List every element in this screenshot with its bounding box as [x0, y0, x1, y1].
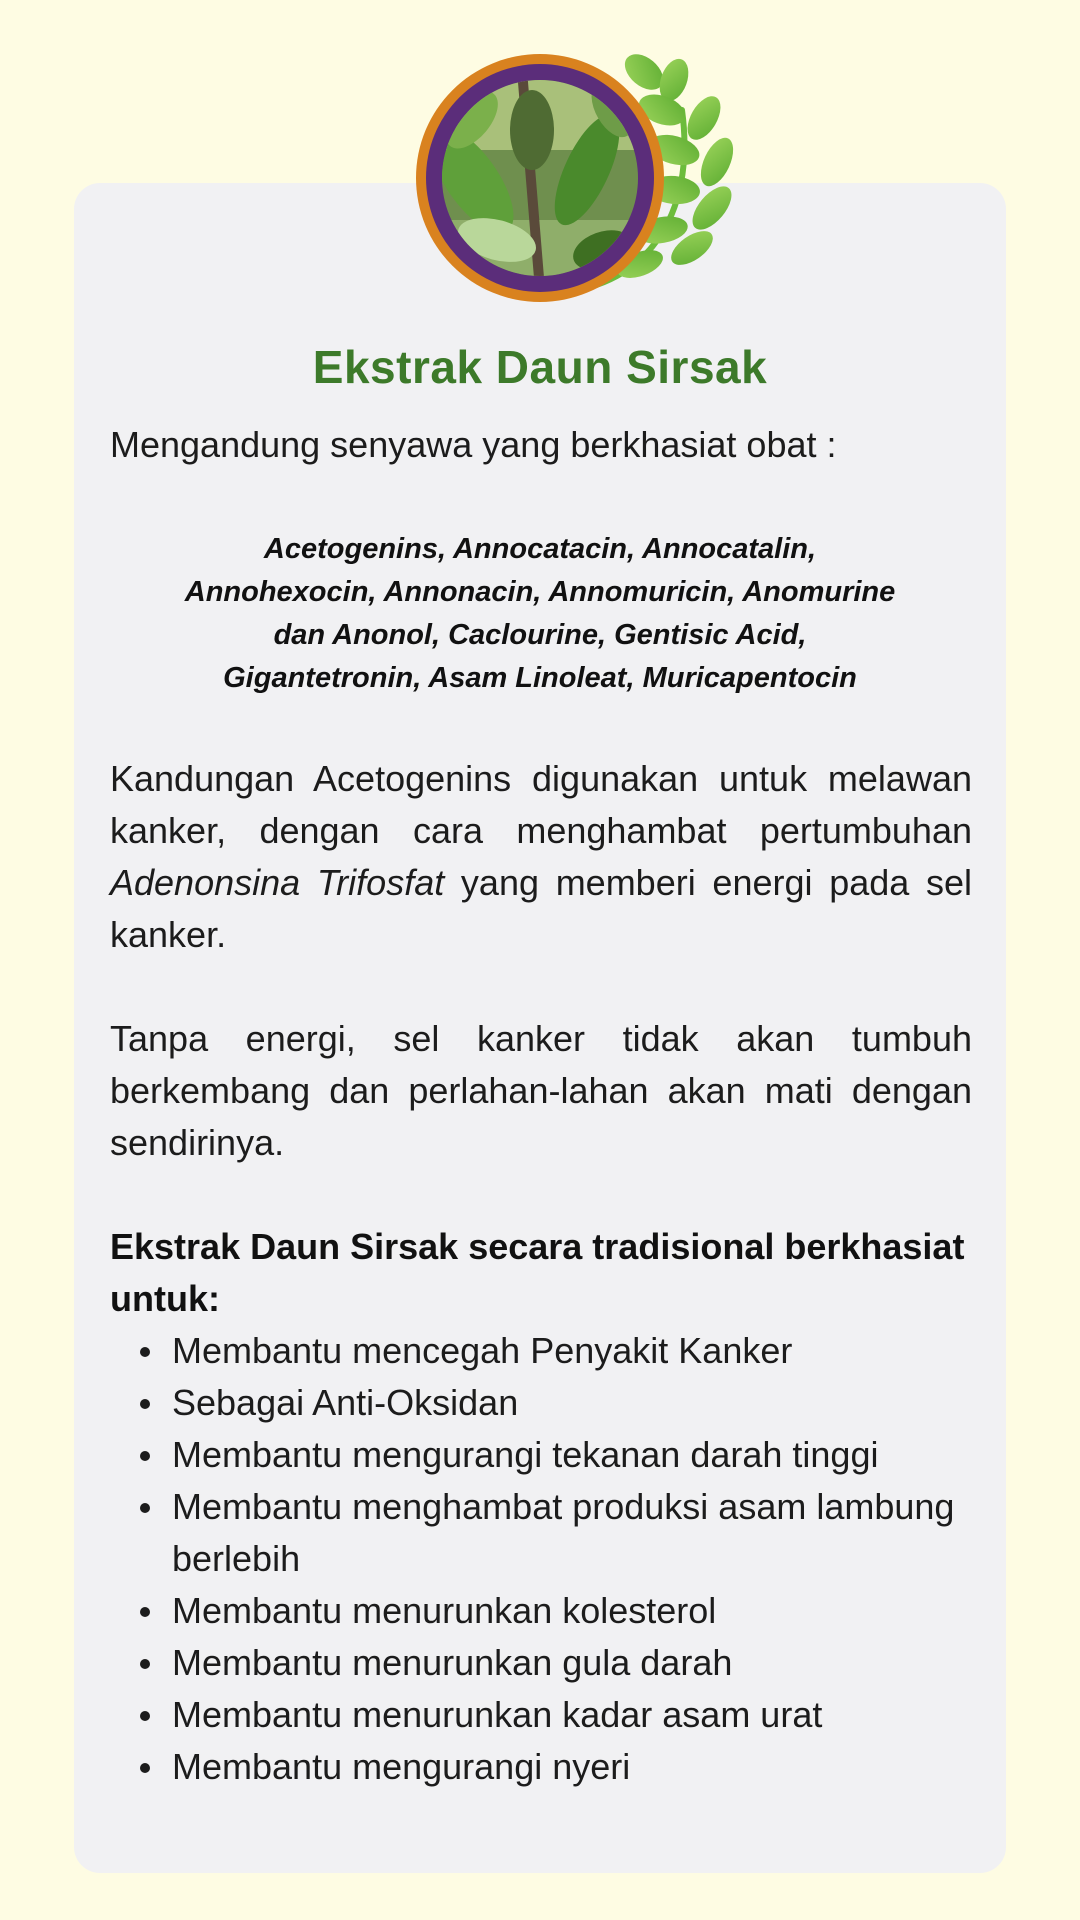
list-item: Membantu menghambat produksi asam lambung berlebih	[110, 1481, 970, 1585]
paragraph-text: yang memberi energi pada sel kanker.	[110, 862, 973, 955]
compound-line: Gigantetronin, Asam Linoleat, Muricapentocin	[223, 662, 857, 694]
benefits-heading: Ekstrak Daun Sirsak secara tradisional berkhasiat untuk:	[110, 1226, 965, 1319]
soursop-leaf-photo-icon	[412, 50, 742, 320]
acetogenins-paragraph	[110, 753, 972, 961]
paragraph-text: Kandungan Acetogenins digunakan untuk melawan kanker, dengan cara menghambat pertumbuhan	[110, 758, 972, 851]
bullet-icon	[140, 1659, 150, 1669]
energy-paragraph: Tanpa energi, sel kanker tidak akan tumbuh berkembang dan perlahan-lahan akan mati dengan sendirinya.	[110, 1018, 972, 1163]
compound-line: Acetogenins, Annocatacin, Annocatalin,	[263, 533, 817, 565]
bullet-icon	[140, 1399, 150, 1409]
intro-text: Mengandung senyawa yang berkhasiat obat :	[110, 424, 837, 465]
leaf-emblem	[412, 50, 742, 320]
bullet-icon	[140, 1503, 150, 1513]
bullet-icon	[140, 1607, 150, 1617]
list-item: Membantu menurunkan kadar asam urat	[110, 1689, 970, 1741]
list-item: Sebagai Anti-Oksidan	[110, 1377, 970, 1429]
bullet-icon	[140, 1451, 150, 1461]
list-item: Membantu mencegah Penyakit Kanker	[110, 1325, 970, 1377]
bullet-icon	[140, 1763, 150, 1773]
list-item: Membantu mengurangi nyeri	[110, 1741, 970, 1793]
compound-line: Annohexocin, Annonacin, Annomuricin, Anomurine	[184, 576, 896, 608]
list-item: Membantu mengurangi tekanan darah tinggi	[110, 1429, 970, 1481]
compound-list	[110, 528, 970, 700]
page-title: Ekstrak Daun Sirsak	[312, 341, 768, 393]
compound-line: dan Anonol, Caclourine, Gentisic Acid,	[273, 619, 807, 651]
bullet-icon	[140, 1347, 150, 1357]
list-item: Membantu menurunkan kolesterol	[110, 1585, 970, 1637]
benefits-list	[110, 1325, 970, 1793]
paragraph-emphasis: Adenonsina Trifosfat	[110, 862, 445, 903]
bullet-icon	[140, 1711, 150, 1721]
list-item: Membantu menurunkan gula darah	[110, 1637, 970, 1689]
